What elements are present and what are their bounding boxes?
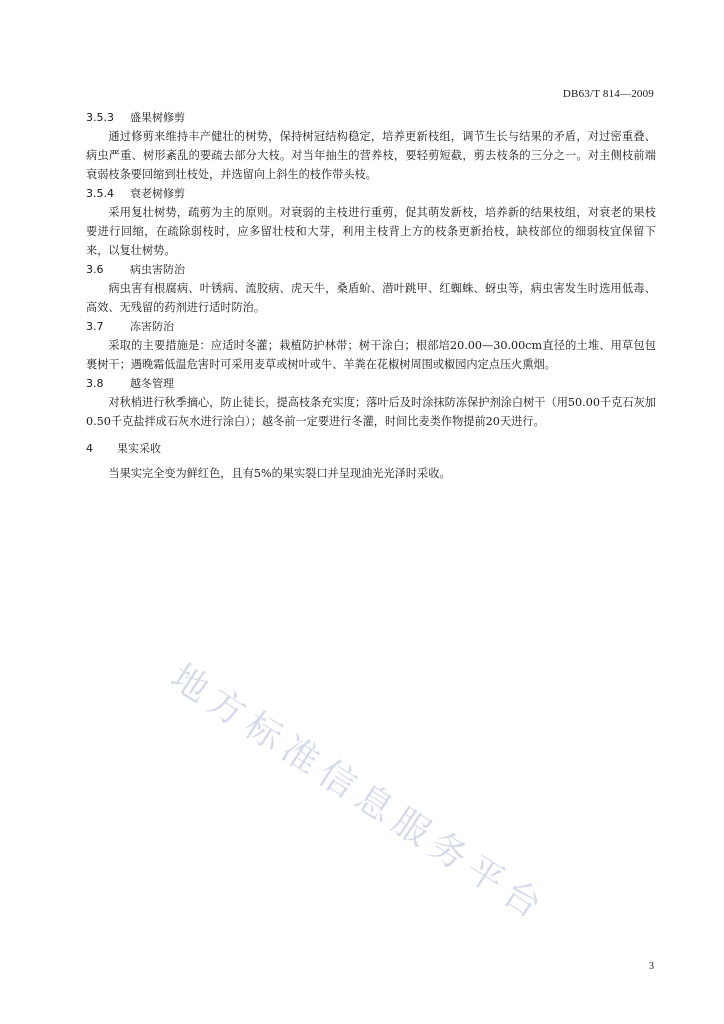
- section-heading-3-6: [86, 260, 656, 279]
- section-title: 病虫害防治: [130, 263, 185, 276]
- section-paragraph: 病虫害有根腐病、叶锈病、流胶病、虎天牛，桑盾蚧、潜叶跳甲、红蜘蛛、蚜虫等，病虫害发生时选用低毒、高效、无残留的药剂进行适时防治。: [86, 282, 656, 314]
- section-heading-3-5-4: [86, 184, 656, 203]
- chapter-heading-4: [86, 439, 656, 458]
- chapter-number: 4: [86, 442, 93, 455]
- section-number: 3.5.3: [86, 111, 114, 124]
- section-heading-3-7: [86, 317, 656, 336]
- document-code: DB63/T 814—2009: [562, 88, 654, 100]
- section-title: 越冬管理: [130, 377, 174, 390]
- watermark-text: 地方标准信息服务平台: [163, 656, 555, 931]
- section-paragraph: 通过修剪来维持丰产健壮的树势，保持树冠结构稳定，培养更新枝组，调节生长与结果的矛盾，对过密重叠、病虫严重、树形紊乱的要疏去部分大枝。对当年抽生的营养枝，要轻剪短截，剪去枝条的三分之一。对主侧枝前端衰弱枝条要回缩到壮枝处，并选留向上斜生的枝作带头枝。: [86, 130, 656, 181]
- section-paragraph: 采用复壮树势，疏剪为主的原则。对衰弱的主枝进行重剪，促其萌发新枝，培养新的结果枝组，对衰老的果枝要进行回缩，在疏除弱枝时，应多留壮枝和大芽，利用主枝背上方的枝条更新抬枝，缺枝部位的细弱枝宜保留下来，以复壮树势。: [86, 206, 656, 257]
- section-title: 冻害防治: [130, 320, 174, 333]
- section-number: 3.7: [86, 320, 104, 333]
- chapter-paragraph: 当果实完全变为鲜红色，且有5%的果实裂口并呈现油光光泽时采收。: [108, 467, 451, 480]
- section-title: 衰老树修剪: [130, 187, 185, 200]
- section-number: 3.6: [86, 263, 104, 276]
- chapter-title: 果实采收: [117, 442, 161, 455]
- page-number: 3: [649, 961, 654, 972]
- section-paragraph: 对秋梢进行秋季摘心，防止徒长，提高枝条充实度；落叶后及时涂抹防冻保护剂涂白树干（用50.00千克石灰加0.50千克盐拌成石灰水进行涂白）；越冬前一定要进行冬灌，时间比麦类作物提前20天进行。: [86, 396, 656, 428]
- section-heading-3-8: [86, 374, 656, 393]
- document-body: [86, 108, 656, 483]
- section-heading-3-5-3: [86, 108, 656, 127]
- section-title: 盛果树修剪: [130, 111, 185, 124]
- section-paragraph: 采取的主要措施是：应适时冬灌；栽植防护林带；树干涂白；根部培20.00—30.00cm直径的土堆、用草包包裹树干；遇晚霜低温危害时可采用麦草或树叶或牛、羊粪在花椒树周围或椒园内定点压火熏烟。: [86, 339, 656, 371]
- section-number: 3.5.4: [86, 187, 114, 200]
- section-number: 3.8: [86, 377, 104, 390]
